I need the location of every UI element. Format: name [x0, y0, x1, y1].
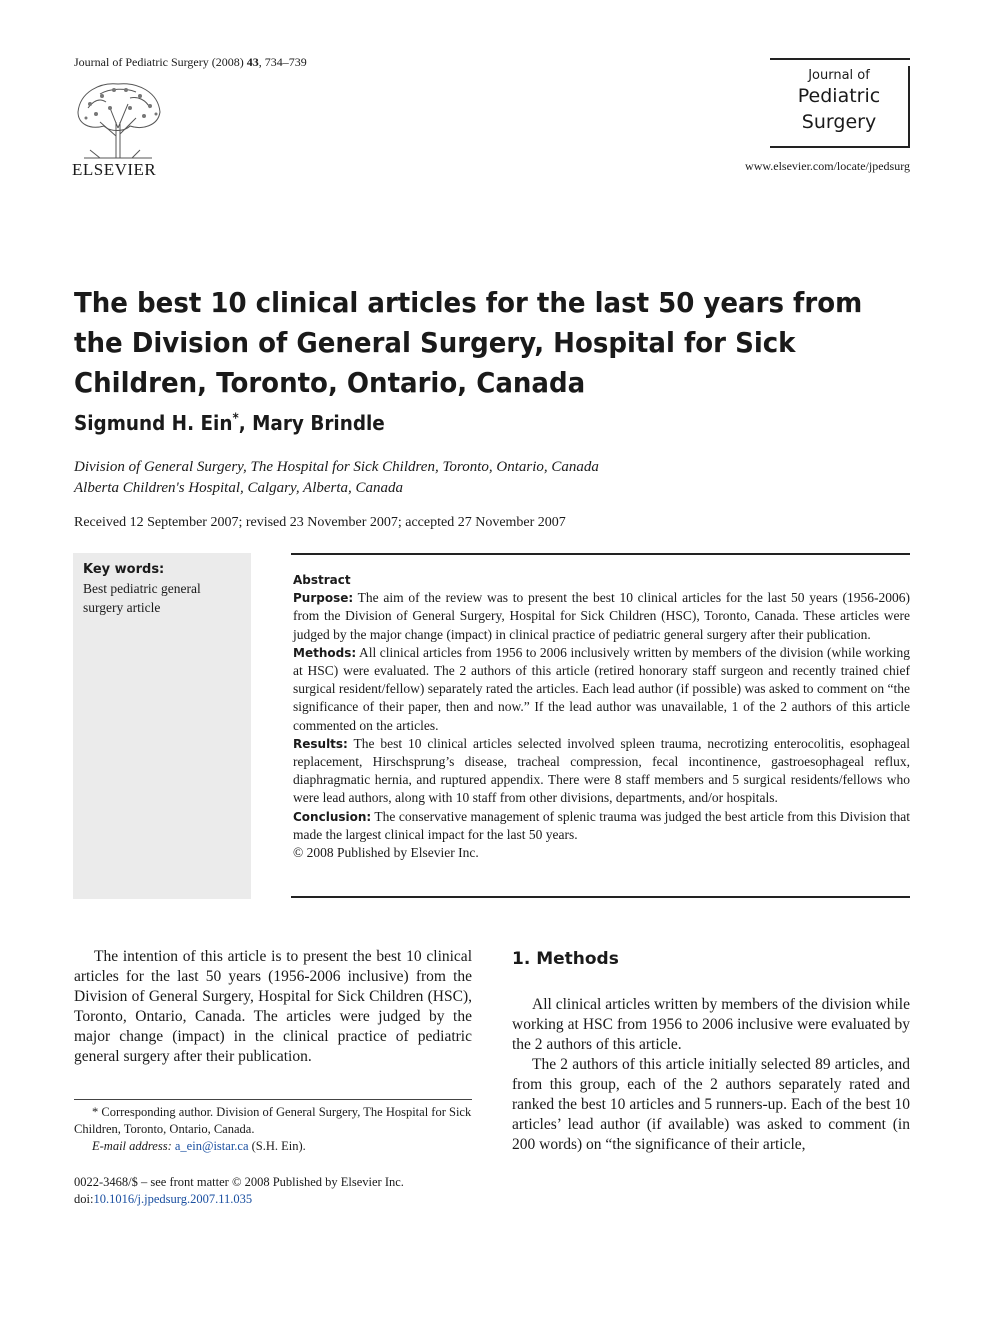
article-dates: Received 12 September 2007; revised 23 November 2007; accepted 27 November 2007: [74, 515, 566, 530]
doi-link[interactable]: 10.1016/j.jpedsurg.2007.11.035: [93, 1192, 253, 1206]
purpose-label: Purpose:: [293, 591, 354, 606]
email-link[interactable]: a_ein@istar.ca: [174, 1139, 249, 1153]
doi-label: doi:: [74, 1192, 94, 1206]
methods-text: All clinical articles from 1956 to 2006 inclusively written by members of the division (while working at HSC) were evaluated. The 2 authors of this article (retired honorary staff surgeon and recently trained chief surgical resident/fellow) separately rated the articles. Each lead author (if possible) was asked to comment on “the significance of their paper, then and now.” If the lead author was unavailable, 1 of the 2 authors of this article commented on the articles.: [293, 644, 910, 733]
results-text: The best 10 clinical articles selected involved spleen trauma, necrotizing enterocolitis, esophageal replacement, Hirschsprung’s disease, tracheal compression, fecal incontinence, gastroesophageal reflux, diaphragmatic hernia, and ruptured appendix. There were 8 staff members and 5 surgical residents/fellows who were lead authors, along with 10 staff from other divisions, departments, and/or hospitals.: [293, 735, 910, 806]
journal-url[interactable]: www.elsevier.com/locate/jpedsurg: [745, 159, 910, 173]
methods-paragraph-2: The 2 authors of this article initially selected 89 articles, and from this group, each of the 2 authors separately rated and ranked the best 10 articles and 5 runners-up. Each of the best 10 articles’ lead author (if available) was asked to comment (in 200 words) on “the significance of their article,: [512, 1056, 910, 1153]
section-heading-methods: 1. Methods: [512, 949, 619, 969]
results-label: Results:: [293, 736, 348, 751]
abstract-heading: Abstract: [293, 573, 351, 587]
journal-logo-line1: Journal of: [808, 68, 870, 83]
body-left-column: [74, 947, 472, 1067]
author-2[interactable]: Mary Brindle: [252, 411, 385, 435]
author-1[interactable]: Sigmund H. Ein: [74, 411, 233, 435]
journal-logo: [770, 66, 910, 148]
purpose-text: The aim of the review was to present the best 10 clinical articles for the last 50 years (1956-2006) from the Division of General Surgery, Hospital for Sick Children (HSC), Toronto, Canada. These articles were judged by the major change (impact) in clinical practice of pediatric general surgery after their publication.: [293, 590, 910, 642]
article-title: The best 10 clinical articles for the last 50 years from the Division of General Surgery, Hospital for Sick Children, Toronto, Ontario, Canada: [74, 286, 863, 399]
abstract-rule-top: [291, 553, 910, 555]
abstract: [293, 571, 910, 862]
abstract-methods: [293, 644, 910, 735]
keywords-box: [73, 553, 251, 899]
conclusion-label: Conclusion:: [293, 809, 372, 824]
body-right-column: [512, 995, 910, 1155]
email-line: [74, 1138, 472, 1155]
keywords-text: Best pediatric general surgery article: [83, 581, 201, 615]
corresponding-mark[interactable]: *: [232, 411, 239, 427]
page-footer: [74, 1174, 404, 1208]
conclusion-text: The conservative management of splenic trauma was judged the best article from this Division that made the largest clinical impact for the last 50 years.: [293, 808, 910, 842]
email-suffix: (S.H. Ein).: [248, 1139, 306, 1153]
footnote: [74, 1104, 472, 1155]
affiliation-2: Alberta Children's Hospital, Calgary, Alberta, Canada: [74, 480, 404, 496]
author-separator: ,: [238, 411, 253, 435]
corresponding-footnote: * Corresponding author. Division of General Surgery, The Hospital for Sick Children, Toronto, Ontario, Canada.: [74, 1105, 472, 1136]
doi-line: [74, 1191, 404, 1208]
citation-volume: 43: [246, 55, 259, 69]
citation-pages: , 734–739: [258, 55, 307, 69]
keywords-heading: Key words:: [83, 562, 165, 577]
affiliation-1: Division of General Surgery, The Hospital for Sick Children, Toronto, Ontario, Canada: [74, 459, 599, 475]
email-label: E-mail address:: [92, 1139, 172, 1153]
elsevier-tree-logo: [70, 78, 166, 165]
journal-citation: [74, 55, 307, 70]
journal-logo-line3: Surgery: [801, 111, 877, 133]
abstract-purpose: [293, 589, 910, 644]
methods-paragraph-1: All clinical articles written by members of the division while working at HSC from 1956 to 2006 inclusive were evaluated by the 2 authors of this article.: [512, 996, 910, 1053]
abstract-copyright: © 2008 Published by Elsevier Inc.: [293, 845, 479, 861]
author-list: [74, 411, 385, 435]
methods-label: Methods:: [293, 645, 357, 660]
footnote-rule: [74, 1099, 472, 1100]
publisher-name: ELSEVIER: [72, 160, 157, 179]
abstract-results: [293, 735, 910, 808]
abstract-rule-bottom: [291, 896, 910, 898]
journal-logo-line2: Pediatric: [797, 85, 881, 107]
intro-paragraph: The intention of this article is to present the best 10 clinical articles for the last 50 years (1956-2006 inclusive) from the Division of General Surgery, Hospital for Sick Children (HSC), Toronto, Ontario, Canada. The articles were judged by the major change (impact) in the clinical practice of pediatric general surgery after their publication.: [74, 948, 472, 1065]
journal-logo-rule: [770, 58, 910, 60]
issn-line: 0022-3468/$ – see front matter © 2008 Published by Elsevier Inc.: [74, 1175, 404, 1189]
citation-journal: Journal of Pediatric Surgery (2008): [74, 55, 244, 69]
abstract-conclusion: [293, 808, 910, 844]
